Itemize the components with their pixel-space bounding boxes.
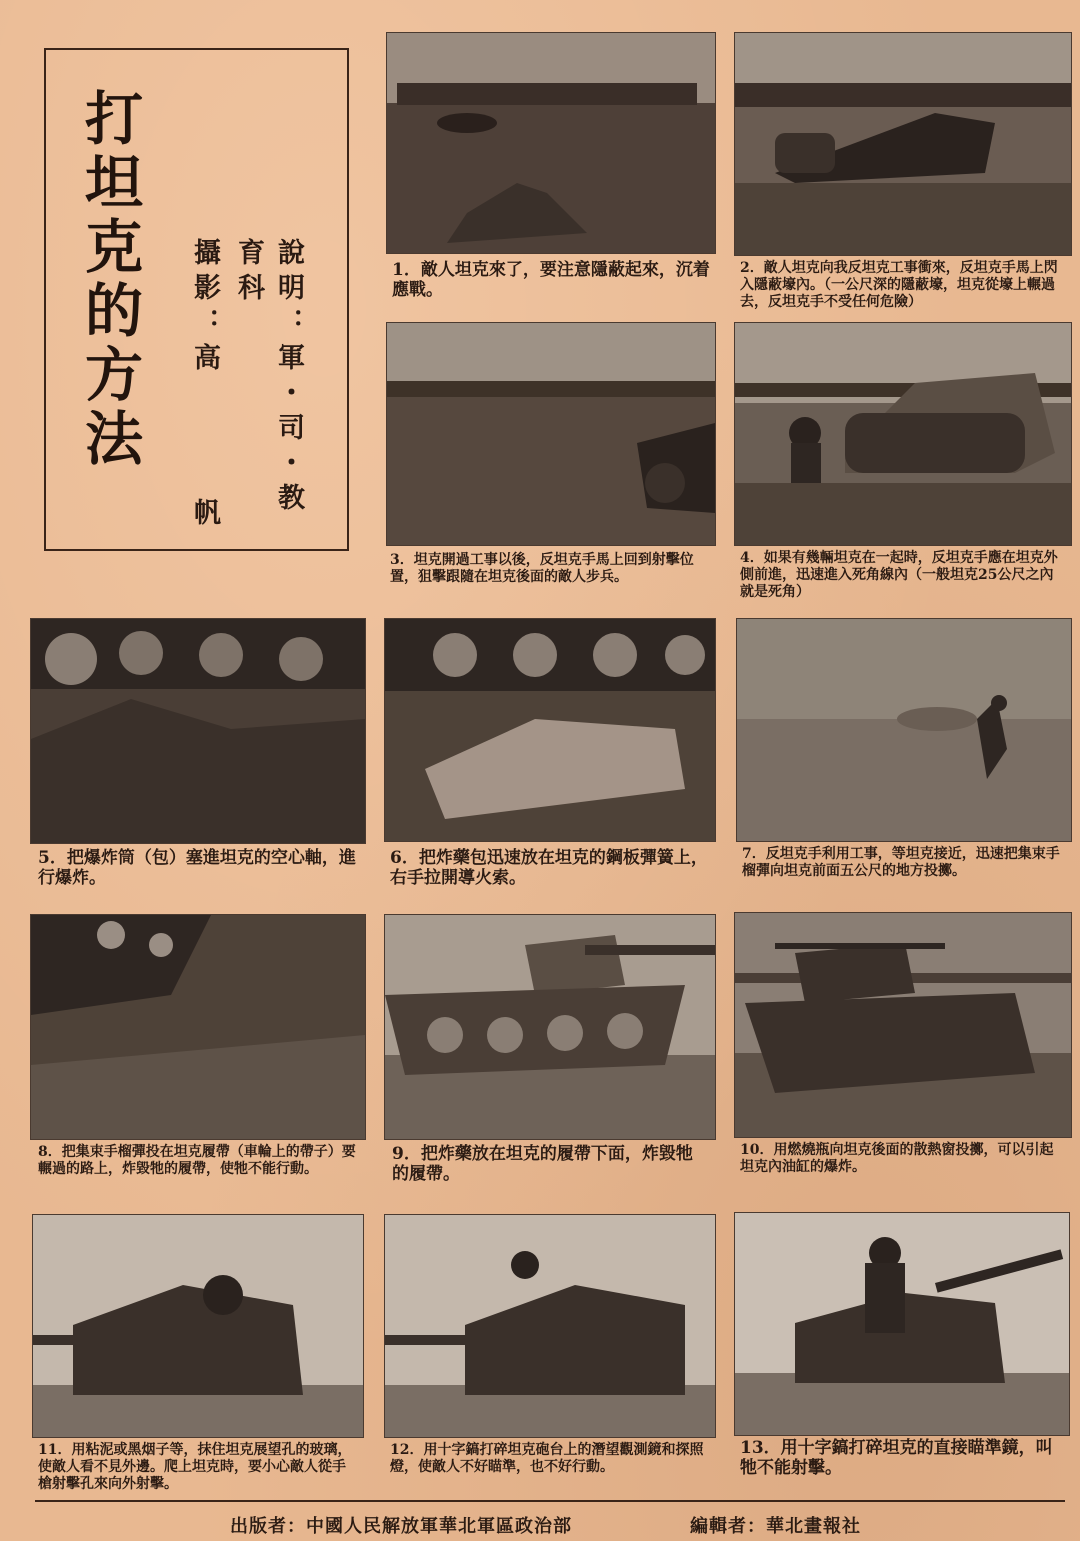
credit-photography [184,238,224,538]
poster-title: 打坦克的方法 [75,88,143,472]
panel-3-caption: 3．坦克開過工事以後，反坦克手馬上回到射擊位置，狙擊跟隨在坦克後面的敵人步兵。 [390,552,694,585]
panel-12-photo [384,1214,716,1438]
panel-2-photo [734,32,1072,256]
panel-7-caption: 7．反坦克手利用工事，等坦克接近，迅速把集束手榴彈向坦克前面五公尺的地方投擲。 [742,846,1060,879]
panel-9-photo [384,914,716,1140]
panel-1-photo [386,32,716,254]
panel-8-photo [30,914,366,1140]
panel-9-caption: 9．把炸藥放在坦克的履帶下面，炸毀牠的履帶。 [392,1144,693,1184]
panel-6-photo [384,618,716,842]
credit-explanation: 說明：軍・司・教育科 [233,238,304,518]
panel-5-caption: 5．把爆炸筒（包）塞進坦克的空心軸，進行爆炸。 [38,848,356,888]
panel-3-photo [386,322,716,546]
panel-7-photo [736,618,1072,842]
footer-editor: 編輯者：華北畫報社 [690,1516,861,1537]
credit-photographer-name: 帆 [189,498,220,533]
title-box [44,48,349,551]
panel-4-caption: 4．如果有幾輛坦克在一起時，反坦克手應在坦克外側前進，迅速進入死角線內（一般坦克25公尺之內就是死角） [740,550,1058,600]
panel-4-photo [734,322,1072,546]
panel-11-caption: 11．用粘泥或黑烟子等，抹住坦克展望孔的玻璃，使敵人看不見外邊。爬上坦克時，要小心敵人從手槍射擊孔來向外射擊。 [38,1442,352,1492]
panel-10-photo [734,912,1072,1138]
panel-13-caption: 13．用十字鎬打碎坦克的直接瞄準鏡，叫牠不能射擊。 [740,1438,1053,1478]
footer-divider [35,1500,1065,1502]
panel-5-photo [30,618,366,844]
credit-photographer-label: 攝影：高 [189,238,220,378]
panel-6-caption: 6．把炸藥包迅速放在坦克的鋼板彈簧上，右手拉開導火索。 [390,848,708,888]
panel-10-caption: 10．用燃燒瓶向坦克後面的散熱窗投擲，可以引起坦克內油缸的爆炸。 [740,1142,1054,1175]
panel-2-caption: 2．敵人坦克向我反坦克工事衝來，反坦克手馬上閃入隱蔽壕內。（一公尺深的隱蔽壕，坦克從壕上輾過去，反坦克手不受任何危險） [740,260,1058,310]
footer-publisher: 出版者：中國人民解放軍華北軍區政治部 [230,1516,572,1537]
panel-8-caption: 8．把集束手榴彈投在坦克履帶（車輪上的帶子）要輾過的路上，炸毀牠的履帶，使牠不能行動。 [38,1144,356,1177]
panel-1-caption: 1．敵人坦克來了，要注意隱蔽起來，沉着應戰。 [392,260,710,300]
panel-12-caption: 12．用十字鎬打碎坦克砲台上的潛望觀測鏡和探照燈，使敵人不好瞄準，也不好行動。 [390,1442,704,1475]
panel-11-photo [32,1214,364,1438]
panel-13-photo [734,1212,1070,1436]
